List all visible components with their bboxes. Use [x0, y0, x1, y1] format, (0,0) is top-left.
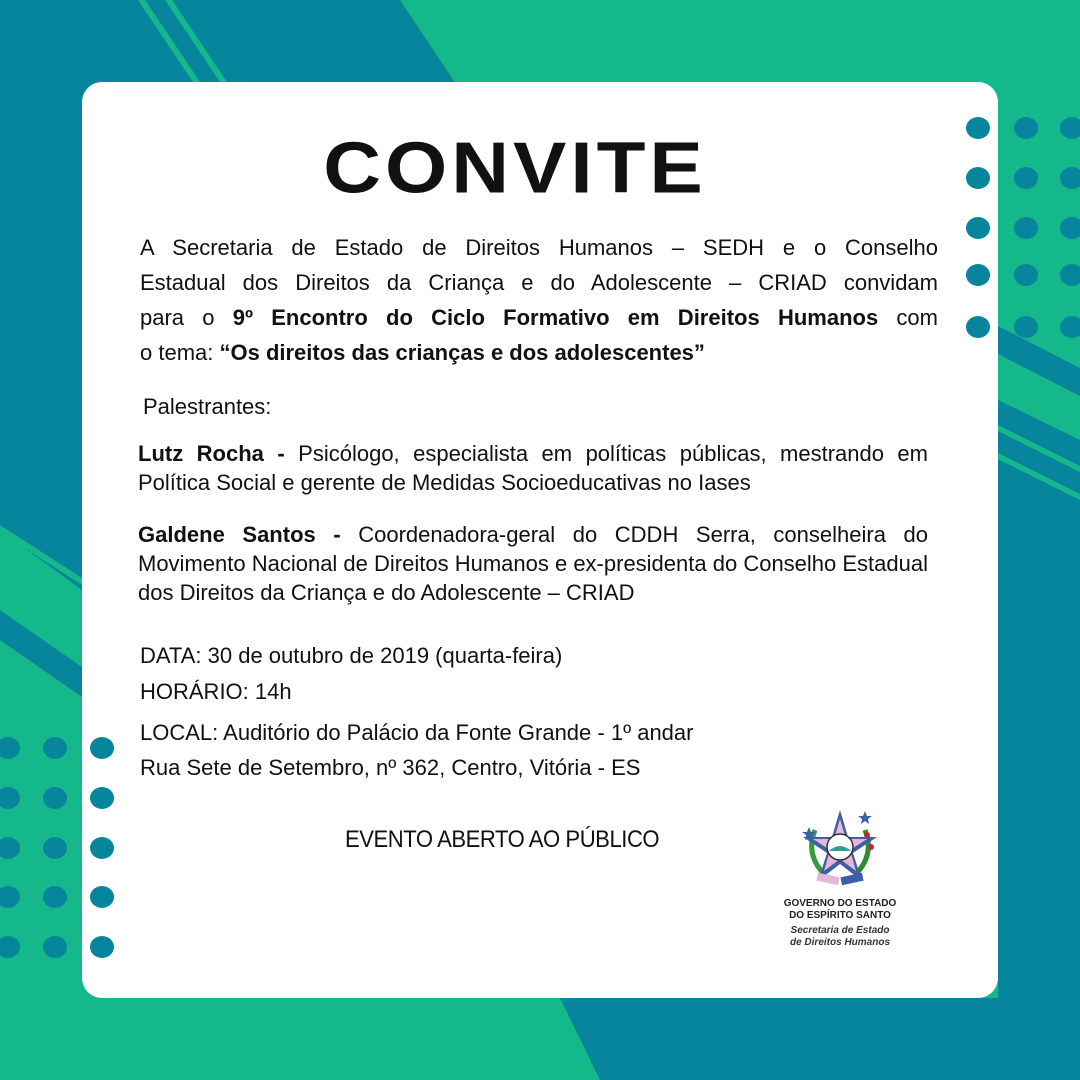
decorative-dot: [1060, 217, 1080, 239]
intro-line-3: [140, 300, 938, 335]
decorative-dot: [43, 787, 67, 809]
speakers-heading: Palestrantes:: [143, 394, 272, 419]
speaker-name: Galdene Santos -: [138, 522, 341, 547]
decorative-dot: [966, 217, 990, 239]
decorative-dot: [43, 737, 67, 759]
intro-line-4: [140, 335, 938, 370]
decorative-dot: [43, 837, 67, 859]
decorative-dot: [1060, 117, 1080, 139]
page-title: CONVITE: [323, 127, 707, 208]
decorative-dot: [1014, 264, 1038, 286]
decorative-dot: [43, 886, 67, 908]
intro-line-1: A Secretaria de Estado de Direitos Humanos – SEDH e o Conselho: [140, 235, 938, 260]
speaker-1: [138, 439, 928, 497]
logo-line: de Direitos Humanos: [789, 937, 891, 948]
logo-line: GOVERNO DO ESTADO: [783, 898, 897, 909]
decorative-dot: [1060, 264, 1080, 286]
decorative-dot: [90, 837, 114, 859]
decorative-dot: [90, 737, 114, 759]
speaker-name: Lutz Rocha -: [138, 441, 285, 466]
event-theme: “Os direitos das crianças e dos adolescentes”: [219, 340, 705, 365]
logo-line: Secretaria de Estado: [790, 925, 890, 936]
decorative-dot: [1060, 316, 1080, 338]
intro-line-2: Estadual dos Direitos da Criança e do Adolescente – CRIAD convidam: [140, 270, 938, 295]
text: com: [878, 305, 938, 330]
decorative-dot: [966, 264, 990, 286]
event-date: DATA: 30 de outubro de 2019 (quarta-feira): [140, 643, 563, 668]
decorative-dot: [966, 316, 990, 338]
decorative-dot: [90, 936, 114, 958]
speaker-description: Coordenadora-geral do CDDH Serra, conselheira do Movimento Nacional de Direitos Humanos e ex-presidenta do Conselho Estadual dos Direitos da Criança e do Adolescente – CRIAD: [138, 522, 928, 605]
speaker-2: [138, 520, 928, 607]
speaker-description: Psicólogo, especialista em políticas públicas, mestrando em Política Social e gerente de Medidas Socioeducativas no Iases: [138, 441, 928, 495]
decorative-dot: [1060, 167, 1080, 189]
government-logo: [770, 805, 910, 949]
event-address: Rua Sete de Setembro, nº 362, Centro, Vitória - ES: [140, 755, 641, 780]
decorative-dot: [90, 886, 114, 908]
event-name: 9º Encontro do Ciclo Formativo em Direitos Humanos: [232, 305, 879, 330]
open-event-notice: EVENTO ABERTO AO PÚBLICO: [345, 826, 660, 853]
logo-line: DO ESPÍRITO SANTO: [789, 910, 891, 921]
decorative-dot: [1014, 316, 1038, 338]
decorative-dot: [90, 787, 114, 809]
state-coat-of-arms-icon: [795, 805, 885, 893]
event-time: HORÁRIO: 14h: [140, 679, 292, 704]
event-location: LOCAL: Auditório do Palácio da Fonte Grande - 1º andar: [140, 720, 694, 745]
text: para o: [140, 305, 233, 330]
decorative-dot: [1014, 217, 1038, 239]
decorative-dot: [43, 936, 67, 958]
text: o tema:: [140, 340, 220, 365]
